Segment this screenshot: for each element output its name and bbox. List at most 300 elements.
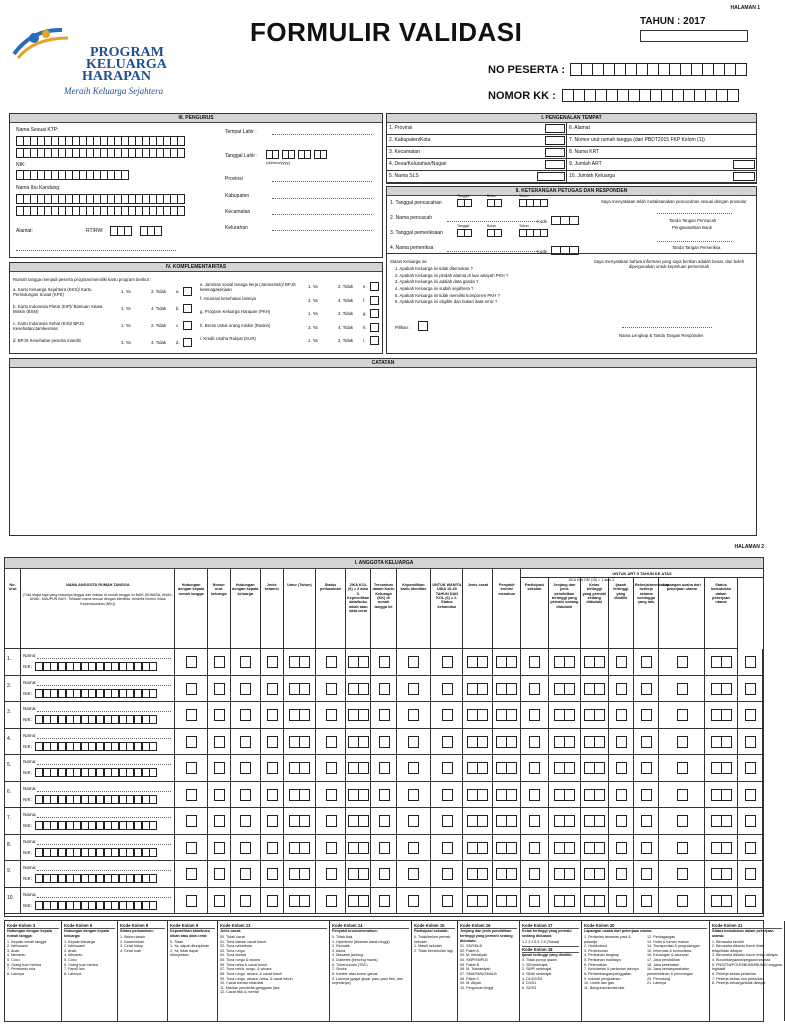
answer-box[interactable] xyxy=(240,736,251,748)
nik-box[interactable] xyxy=(149,795,157,804)
answer-box[interactable] xyxy=(240,656,251,668)
answer-box[interactable] xyxy=(721,656,732,668)
answer-box[interactable] xyxy=(408,762,419,774)
answer-box[interactable] xyxy=(641,709,652,721)
answer-box[interactable] xyxy=(358,683,369,695)
answer-box[interactable] xyxy=(616,709,627,721)
answer-box[interactable] xyxy=(745,842,756,854)
pengenalan-code-box[interactable] xyxy=(733,160,755,169)
answer-box[interactable] xyxy=(186,762,197,774)
answer-box[interactable] xyxy=(442,736,453,748)
col-divider xyxy=(492,782,493,809)
answer-box[interactable] xyxy=(240,789,251,801)
answer-box[interactable] xyxy=(594,789,605,801)
kode-item: 13. Hotel & rumah makan xyxy=(647,939,689,944)
tgl-lahir-label: Tanggal Lahir : xyxy=(225,153,258,159)
answer-box[interactable] xyxy=(721,683,732,695)
answer-box[interactable] xyxy=(477,762,488,774)
answer-box[interactable] xyxy=(721,709,732,721)
entry-box[interactable] xyxy=(272,150,279,159)
year-box[interactable] xyxy=(640,30,748,42)
nama-line[interactable] xyxy=(37,897,171,898)
answer-box[interactable] xyxy=(326,709,337,721)
ttd-pemeriksa-line[interactable] xyxy=(657,241,732,242)
answer-box[interactable] xyxy=(442,762,453,774)
answer-box[interactable] xyxy=(267,815,278,827)
answer-box[interactable] xyxy=(529,789,540,801)
answer-box[interactable] xyxy=(299,868,310,880)
answer-box[interactable] xyxy=(677,736,688,748)
anggota-header: I. ANGGOTA KELUARGA xyxy=(5,558,763,569)
answer-box[interactable] xyxy=(677,656,688,668)
nama-line[interactable] xyxy=(37,658,171,659)
answer-box[interactable] xyxy=(529,656,540,668)
answer-box[interactable] xyxy=(594,683,605,695)
answer-box[interactable] xyxy=(267,656,278,668)
answer-box[interactable] xyxy=(616,656,627,668)
answer-box[interactable] xyxy=(214,683,225,695)
answer-box[interactable] xyxy=(594,868,605,880)
date-box[interactable] xyxy=(540,199,548,207)
answer-box[interactable] xyxy=(616,789,627,801)
nama-line[interactable] xyxy=(37,685,171,686)
answer-box[interactable] xyxy=(214,656,225,668)
answer-box[interactable] xyxy=(240,683,251,695)
answer-box[interactable] xyxy=(408,736,419,748)
col-divider xyxy=(548,861,549,888)
answer-box[interactable] xyxy=(442,868,453,880)
answer-box[interactable] xyxy=(186,736,197,748)
col-divider xyxy=(283,888,284,915)
answer-box[interactable] xyxy=(594,842,605,854)
answer-box[interactable] xyxy=(616,842,627,854)
answer-box[interactable] xyxy=(477,842,488,854)
pengenalan-code-box[interactable] xyxy=(545,124,565,133)
answer-box[interactable] xyxy=(358,895,369,907)
entry-box[interactable] xyxy=(177,206,185,216)
answer-box[interactable] xyxy=(267,842,278,854)
col-divider xyxy=(430,755,431,782)
komp-box[interactable] xyxy=(183,287,192,296)
answer-box[interactable] xyxy=(326,656,337,668)
nama-line[interactable] xyxy=(37,870,171,871)
answer-box[interactable] xyxy=(358,842,369,854)
answer-box[interactable] xyxy=(506,683,517,695)
kode-title: Kode Kolom 16 xyxy=(460,923,517,929)
answer-box[interactable] xyxy=(564,895,575,907)
col-divider xyxy=(207,755,208,782)
nama-line[interactable] xyxy=(37,791,171,792)
answer-box[interactable] xyxy=(529,842,540,854)
logo-line-3: HARAPAN xyxy=(82,69,151,84)
pengenalan-code-box[interactable] xyxy=(545,148,565,157)
answer-box[interactable] xyxy=(745,762,756,774)
alamat-line[interactable] xyxy=(16,250,176,251)
answer-box[interactable] xyxy=(564,842,575,854)
answer-box[interactable] xyxy=(721,815,732,827)
answer-box[interactable] xyxy=(506,868,517,880)
answer-box[interactable] xyxy=(564,762,575,774)
answer-box[interactable] xyxy=(477,895,488,907)
answer-box[interactable] xyxy=(379,895,390,907)
answer-box[interactable] xyxy=(186,815,197,827)
komp-box[interactable] xyxy=(183,321,192,330)
entry-box[interactable] xyxy=(177,136,185,146)
answer-box[interactable] xyxy=(358,736,369,748)
answer-box[interactable] xyxy=(186,656,197,668)
answer-box[interactable] xyxy=(408,683,419,695)
col-divider xyxy=(230,702,231,729)
answer-box[interactable] xyxy=(408,815,419,827)
answer-box[interactable] xyxy=(721,736,732,748)
nik-box[interactable] xyxy=(149,742,157,751)
answer-box[interactable] xyxy=(745,709,756,721)
answer-box[interactable] xyxy=(358,815,369,827)
answer-box[interactable] xyxy=(358,656,369,668)
komp-box[interactable] xyxy=(370,336,379,345)
answer-box[interactable] xyxy=(721,842,732,854)
col-divider xyxy=(283,676,284,703)
answer-box[interactable] xyxy=(299,789,310,801)
answer-box[interactable] xyxy=(267,683,278,695)
answer-box[interactable] xyxy=(594,815,605,827)
answer-box[interactable] xyxy=(745,895,756,907)
answer-box[interactable] xyxy=(641,789,652,801)
entry-box[interactable] xyxy=(727,89,739,102)
answer-box[interactable] xyxy=(214,815,225,827)
answer-box[interactable] xyxy=(358,762,369,774)
answer-box[interactable] xyxy=(240,895,251,907)
ttd-pencacah-line[interactable] xyxy=(657,213,732,214)
nik-box[interactable] xyxy=(149,821,157,830)
entry-box[interactable] xyxy=(177,148,185,158)
answer-box[interactable] xyxy=(616,895,627,907)
answer-box[interactable] xyxy=(299,709,310,721)
answer-box[interactable] xyxy=(477,868,488,880)
ttd-responden-line[interactable] xyxy=(622,327,712,328)
entry-box[interactable] xyxy=(124,226,132,236)
col-divider xyxy=(174,676,175,703)
kabupaten-line[interactable] xyxy=(272,198,372,199)
answer-box[interactable] xyxy=(214,736,225,748)
pengenalan-code-box[interactable] xyxy=(545,160,565,169)
kelurahan-label: Kelurahan xyxy=(225,225,248,231)
kode-items-col xyxy=(332,935,409,986)
answer-box[interactable] xyxy=(267,709,278,721)
col-divider xyxy=(658,676,659,703)
answer-box[interactable] xyxy=(529,709,540,721)
answer-box[interactable] xyxy=(186,709,197,721)
answer-box[interactable] xyxy=(379,683,390,695)
answer-box[interactable] xyxy=(408,656,419,668)
nik-box[interactable] xyxy=(149,768,157,777)
date-box[interactable] xyxy=(494,229,502,237)
provinsi-line[interactable] xyxy=(272,181,372,182)
answer-box[interactable] xyxy=(240,842,251,854)
entry-box[interactable] xyxy=(154,226,162,236)
answer-box[interactable] xyxy=(506,709,517,721)
answer-box[interactable] xyxy=(677,789,688,801)
nama-line[interactable] xyxy=(37,711,171,712)
answer-box[interactable] xyxy=(267,762,278,774)
answer-box[interactable] xyxy=(299,762,310,774)
answer-box[interactable] xyxy=(721,762,732,774)
date-box[interactable] xyxy=(540,229,548,237)
entry-box[interactable] xyxy=(735,63,747,76)
pengenalan-code-box[interactable] xyxy=(545,136,565,145)
answer-box[interactable] xyxy=(267,789,278,801)
answer-box[interactable] xyxy=(326,842,337,854)
col-divider xyxy=(315,702,316,729)
pengenalan-code-box[interactable] xyxy=(537,172,565,181)
answer-box[interactable] xyxy=(564,683,575,695)
komp-box[interactable] xyxy=(370,309,379,318)
answer-box[interactable] xyxy=(616,736,627,748)
answer-box[interactable] xyxy=(616,683,627,695)
answer-box[interactable] xyxy=(641,736,652,748)
answer-box[interactable] xyxy=(529,762,540,774)
answer-box[interactable] xyxy=(442,895,453,907)
kecamatan-line[interactable] xyxy=(272,214,372,215)
answer-box[interactable] xyxy=(506,842,517,854)
answer-box[interactable] xyxy=(641,683,652,695)
answer-box[interactable] xyxy=(477,683,488,695)
entry-box[interactable] xyxy=(320,150,327,159)
answer-box[interactable] xyxy=(616,868,627,880)
answer-box[interactable] xyxy=(616,815,627,827)
answer-box[interactable] xyxy=(677,895,688,907)
col-divider xyxy=(283,808,284,835)
answer-box[interactable] xyxy=(506,895,517,907)
answer-box[interactable] xyxy=(721,868,732,880)
answer-box[interactable] xyxy=(745,868,756,880)
nik-box[interactable] xyxy=(149,901,157,910)
answer-box[interactable] xyxy=(641,762,652,774)
answer-box[interactable] xyxy=(326,815,337,827)
answer-box[interactable] xyxy=(326,895,337,907)
komp-box[interactable] xyxy=(370,323,379,332)
answer-box[interactable] xyxy=(267,895,278,907)
answer-box[interactable] xyxy=(564,868,575,880)
komp-box[interactable] xyxy=(370,282,379,291)
answer-box[interactable] xyxy=(506,736,517,748)
answer-box[interactable] xyxy=(214,709,225,721)
answer-box[interactable] xyxy=(506,656,517,668)
answer-box[interactable] xyxy=(677,842,688,854)
nomor-kk-label: NOMOR KK : xyxy=(488,90,556,102)
answer-box[interactable] xyxy=(299,683,310,695)
answer-box[interactable] xyxy=(379,656,390,668)
answer-box[interactable] xyxy=(379,842,390,854)
answer-box[interactable] xyxy=(299,895,310,907)
answer-box[interactable] xyxy=(442,789,453,801)
answer-box[interactable] xyxy=(326,868,337,880)
answer-box[interactable] xyxy=(299,656,310,668)
col-divider xyxy=(345,835,346,862)
answer-box[interactable] xyxy=(442,815,453,827)
answer-box[interactable] xyxy=(506,762,517,774)
answer-box[interactable] xyxy=(506,815,517,827)
answer-box[interactable] xyxy=(677,709,688,721)
answer-box[interactable] xyxy=(214,895,225,907)
nik-box[interactable] xyxy=(149,848,157,857)
answer-box[interactable] xyxy=(408,709,419,721)
answer-box[interactable] xyxy=(379,815,390,827)
answer-box[interactable] xyxy=(214,762,225,774)
kode-items-col xyxy=(7,940,59,977)
answer-box[interactable] xyxy=(594,709,605,721)
answer-box[interactable] xyxy=(529,683,540,695)
answer-box[interactable] xyxy=(358,868,369,880)
answer-box[interactable] xyxy=(641,842,652,854)
answer-box[interactable] xyxy=(267,736,278,748)
col-divider xyxy=(260,808,261,835)
col-divider xyxy=(430,782,431,809)
answer-box[interactable] xyxy=(594,762,605,774)
answer-box[interactable] xyxy=(379,868,390,880)
answer-box[interactable] xyxy=(477,656,488,668)
answer-box[interactable] xyxy=(299,815,310,827)
komp-box[interactable] xyxy=(370,296,379,305)
answer-box[interactable] xyxy=(408,789,419,801)
kode-box[interactable] xyxy=(569,216,579,225)
name-line[interactable] xyxy=(447,221,537,222)
answer-box[interactable] xyxy=(594,656,605,668)
answer-box[interactable] xyxy=(442,709,453,721)
col-divider xyxy=(580,729,581,756)
answer-box[interactable] xyxy=(379,789,390,801)
answer-box[interactable] xyxy=(745,789,756,801)
answer-box[interactable] xyxy=(326,683,337,695)
answer-box[interactable] xyxy=(641,868,652,880)
answer-box[interactable] xyxy=(240,815,251,827)
answer-box[interactable] xyxy=(564,736,575,748)
answer-box[interactable] xyxy=(214,868,225,880)
answer-box[interactable] xyxy=(564,656,575,668)
nama-line[interactable] xyxy=(37,764,171,765)
answer-box[interactable] xyxy=(186,842,197,854)
answer-box[interactable] xyxy=(358,709,369,721)
nik-box[interactable] xyxy=(149,662,157,671)
nama-line[interactable] xyxy=(37,817,171,818)
answer-box[interactable] xyxy=(299,736,310,748)
answer-box[interactable] xyxy=(677,868,688,880)
answer-box[interactable] xyxy=(186,789,197,801)
answer-box[interactable] xyxy=(186,895,197,907)
entry-box[interactable] xyxy=(121,170,129,180)
pengenalan-code-box[interactable] xyxy=(733,172,755,181)
catatan-section[interactable] xyxy=(9,358,757,536)
answer-box[interactable] xyxy=(677,683,688,695)
answer-box[interactable] xyxy=(564,815,575,827)
answer-box[interactable] xyxy=(641,895,652,907)
kelurahan-line[interactable] xyxy=(272,230,372,231)
tempat-lahir-line[interactable] xyxy=(272,134,372,135)
kode-items-col xyxy=(120,935,165,954)
answer-box[interactable] xyxy=(408,868,419,880)
entry-box[interactable] xyxy=(288,150,295,159)
answer-box[interactable] xyxy=(677,762,688,774)
nik-box[interactable] xyxy=(149,689,157,698)
answer-box[interactable] xyxy=(745,815,756,827)
answer-box[interactable] xyxy=(379,736,390,748)
answer-box[interactable] xyxy=(477,709,488,721)
answer-box[interactable] xyxy=(299,842,310,854)
nama-line[interactable] xyxy=(37,738,171,739)
nama-line[interactable] xyxy=(37,844,171,845)
answer-box[interactable] xyxy=(442,656,453,668)
answer-box[interactable] xyxy=(529,736,540,748)
kode-title: Kode Kolom 8 xyxy=(120,923,165,929)
column-header xyxy=(371,569,396,649)
answer-box[interactable] xyxy=(641,815,652,827)
answer-box[interactable] xyxy=(408,842,419,854)
answer-box[interactable] xyxy=(326,762,337,774)
answer-box[interactable] xyxy=(477,736,488,748)
date-box[interactable] xyxy=(494,199,502,207)
answer-box[interactable] xyxy=(326,736,337,748)
answer-box[interactable] xyxy=(594,736,605,748)
answer-box[interactable] xyxy=(442,842,453,854)
answer-box[interactable] xyxy=(616,762,627,774)
answer-box[interactable] xyxy=(477,815,488,827)
date-box[interactable] xyxy=(464,199,472,207)
answer-box[interactable] xyxy=(240,868,251,880)
answer-box[interactable] xyxy=(379,709,390,721)
column-header-text: No. Urut xyxy=(8,583,17,592)
answer-box[interactable] xyxy=(477,789,488,801)
answer-box[interactable] xyxy=(529,868,540,880)
entry-box[interactable] xyxy=(304,150,311,159)
answer-box[interactable] xyxy=(326,789,337,801)
answer-box[interactable] xyxy=(186,868,197,880)
answer-box[interactable] xyxy=(506,789,517,801)
answer-box[interactable] xyxy=(267,868,278,880)
answer-box[interactable] xyxy=(240,762,251,774)
col-divider xyxy=(580,808,581,835)
answer-box[interactable] xyxy=(745,656,756,668)
answer-box[interactable] xyxy=(442,683,453,695)
answer-box[interactable] xyxy=(214,789,225,801)
nik-box[interactable] xyxy=(149,874,157,883)
answer-box[interactable] xyxy=(564,709,575,721)
answer-box[interactable] xyxy=(594,895,605,907)
answer-box[interactable] xyxy=(379,762,390,774)
answer-box[interactable] xyxy=(529,895,540,907)
date-box[interactable] xyxy=(464,229,472,237)
komp-box[interactable] xyxy=(183,304,192,313)
col-divider xyxy=(762,888,763,915)
answer-box[interactable] xyxy=(721,895,732,907)
answer-box[interactable] xyxy=(641,656,652,668)
answer-box[interactable] xyxy=(186,683,197,695)
answer-box[interactable] xyxy=(745,736,756,748)
answer-box[interactable] xyxy=(529,815,540,827)
answer-box[interactable] xyxy=(721,789,732,801)
answer-box[interactable] xyxy=(240,709,251,721)
pilihan-box[interactable] xyxy=(418,321,428,331)
answer-box[interactable] xyxy=(564,789,575,801)
komp-box[interactable] xyxy=(183,338,192,347)
name-line[interactable] xyxy=(447,251,537,252)
answer-box[interactable] xyxy=(745,683,756,695)
answer-box[interactable] xyxy=(408,895,419,907)
nik-box[interactable] xyxy=(149,715,157,724)
entry-box[interactable] xyxy=(177,194,185,204)
answer-box[interactable] xyxy=(214,842,225,854)
answer-box[interactable] xyxy=(358,789,369,801)
answer-box[interactable] xyxy=(677,815,688,827)
